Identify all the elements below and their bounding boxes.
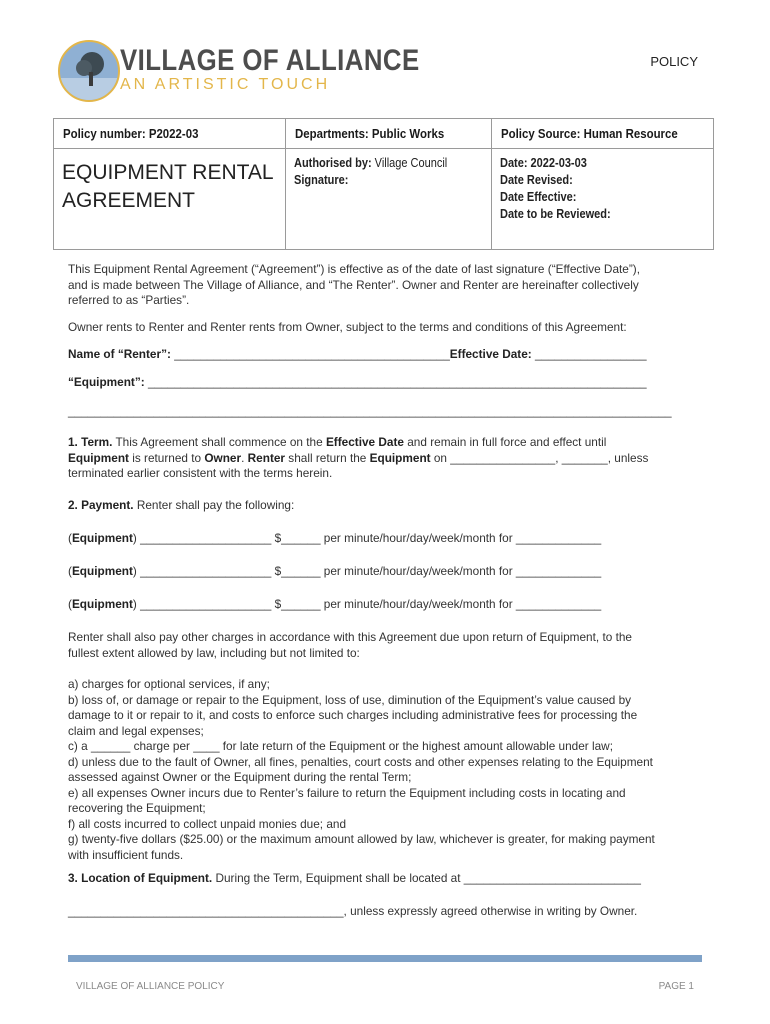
term-bold: Equipment	[68, 450, 129, 465]
term-text: and remain in full force and effect until	[403, 435, 607, 449]
equipment-field-line2[interactable]: ____________________________________________________________________________________________	[68, 404, 672, 418]
list-item: a) charges for optional services, if any;	[68, 677, 270, 691]
footer-title: VILLAGE OF ALLIANCE POLICY	[76, 981, 225, 992]
policy-label: POLICY	[650, 54, 698, 69]
list-item: b) loss of, or damage or repair to the Equipment, loss of use, diminution of the Equipment’s value caused by	[68, 692, 632, 707]
page-number: PAGE 1	[658, 981, 694, 992]
policy-number-cell	[54, 119, 286, 149]
equipment-row	[68, 375, 700, 391]
list-item: recovering the Equipment;	[68, 801, 206, 815]
document-title: EQUIPMENT RENTAL AGREEMENT	[54, 149, 286, 250]
term-text: .	[241, 450, 248, 465]
effective-date-field[interactable]: _________________	[531, 347, 647, 361]
departments: Departments: Public Works	[295, 126, 445, 141]
departments-cell	[286, 119, 492, 149]
term-text: This Agreement shall commence on the	[112, 435, 326, 449]
list-item: e) all expenses Owner incurs due to Renter’s failure to return the Equipment including costs in locating and	[68, 785, 626, 800]
term-text: terminated earlier consistent with the terms herein.	[68, 466, 333, 480]
location-field-line2[interactable]: __________________________________________, unless expressly agreed otherwise in writing by Owner.	[68, 904, 638, 918]
renter-name-row	[68, 347, 700, 363]
date-to-be-reviewed: Date to be Reviewed:	[500, 207, 611, 221]
renter-name-label: Name of “Renter”:	[68, 347, 171, 361]
term-bold: Effective Date	[325, 435, 404, 449]
policy-source-cell	[492, 119, 714, 149]
intro-paragraph	[68, 262, 700, 309]
list-item: g) twenty-five dollars ($25.00) or the maximum amount allowed by law, whichever is greater, for making payment	[68, 832, 655, 846]
term-bold: Renter	[247, 450, 286, 465]
policy-number: Policy number: P2022-03	[63, 126, 199, 141]
authorisation-cell	[286, 149, 492, 250]
intro-line: referred to as “Parties”.	[68, 293, 190, 307]
location-field[interactable]: During the Term, Equipment shall be located at ___________________________	[212, 871, 641, 885]
location-heading: 3. Location of Equipment.	[68, 871, 213, 885]
payment-equipment-label: Equipment	[71, 531, 133, 545]
list-item: d) unless due to the fault of Owner, all fines, penalties, court costs and other expenses relating to the Equipment	[68, 754, 653, 769]
payment-heading-row	[68, 498, 700, 514]
list-item[interactable]: c) a ______ charge per ____ for late return of the Equipment or the highest amount allowable under law;	[68, 739, 613, 753]
payment-fields[interactable]: ) ____________________ $______ per minute/hour/day/week/month for _____________	[132, 597, 602, 611]
dates-cell	[492, 149, 714, 250]
term-text: shall return the	[285, 450, 370, 465]
intro-line: and is made between The Village of Alliance, and “The Renter”. Owner and Renter are hereinafter collectively	[68, 277, 639, 292]
other-charges-paragraph	[68, 630, 700, 661]
payment-text: Renter shall pay the following:	[133, 498, 295, 512]
authorised-value: Village Council	[371, 156, 448, 170]
location-row	[68, 871, 700, 887]
charges-list	[68, 677, 700, 863]
payment-fields[interactable]: ) ____________________ $______ per minute/hour/day/week/month for _____________	[132, 564, 602, 578]
logo-title: VILLAGE OF ALLIANCE	[120, 44, 420, 77]
policy-date: Date: 2022-03-03	[500, 156, 587, 170]
list-item: with insufficient funds.	[68, 847, 184, 862]
logo-subtitle: AN ARTISTIC TOUCH	[120, 76, 331, 93]
list-item: damage to it or repair to it, and costs to enforce such charges including administrative fees for processing the	[68, 708, 638, 722]
term-bold: Owner	[204, 450, 242, 465]
paren: (	[68, 597, 72, 611]
effective-date-label: Effective Date:	[449, 347, 532, 361]
date-revised: Date Revised:	[500, 173, 573, 187]
equipment-field[interactable]: ____________________________________________________________________________	[144, 375, 647, 389]
payment-equipment-label: Equipment	[71, 597, 133, 611]
footer-divider	[68, 955, 702, 962]
equipment-label: “Equipment”:	[68, 375, 145, 389]
tree-icon	[60, 42, 118, 100]
owner-rents-paragraph: Owner rents to Renter and Renter rents from Owner, subject to the terms and conditions of this Agreement:	[68, 320, 627, 334]
date-effective: Date Effective:	[500, 190, 577, 204]
payment-row[interactable]	[68, 597, 700, 613]
payment-heading: 2. Payment.	[68, 498, 134, 512]
payment-equipment-label: Equipment	[71, 564, 133, 578]
other-charges-line: fullest extent allowed by law, including but not limited to:	[68, 645, 360, 660]
term-bold: Equipment	[369, 450, 431, 465]
payment-row[interactable]	[68, 531, 700, 547]
payment-fields[interactable]: ) ____________________ $______ per minute/hour/day/week/month for _____________	[132, 531, 602, 545]
term-return-date-field[interactable]: on ________________, _______, unless	[430, 450, 649, 465]
intro-line: This Equipment Rental Agreement (“Agreement”) is effective as of the date of last signature (“Effective Date”),	[68, 262, 640, 276]
village-logo-emblem	[58, 40, 120, 102]
other-charges-line: Renter shall also pay other charges in accordance with this Agreement due upon return of Equipment, to the	[68, 630, 632, 644]
policy-info-table	[53, 118, 714, 250]
renter-name-field[interactable]: __________________________________________	[170, 347, 450, 361]
payment-row[interactable]	[68, 564, 700, 580]
term-section	[68, 435, 700, 482]
signature-label: Signature:	[294, 173, 349, 187]
policy-source: Policy Source: Human Resource	[501, 126, 678, 141]
list-item: claim and legal expenses;	[68, 723, 204, 738]
authorised-label: Authorised by:	[294, 156, 372, 170]
paren: (	[68, 564, 72, 578]
term-heading: 1. Term.	[68, 435, 113, 449]
list-item: f) all costs incurred to collect unpaid monies due; and	[68, 816, 347, 831]
term-text: is returned to	[128, 450, 205, 465]
paren: (	[68, 531, 72, 545]
list-item: assessed against Owner or the Equipment during the rental Term;	[68, 770, 412, 784]
